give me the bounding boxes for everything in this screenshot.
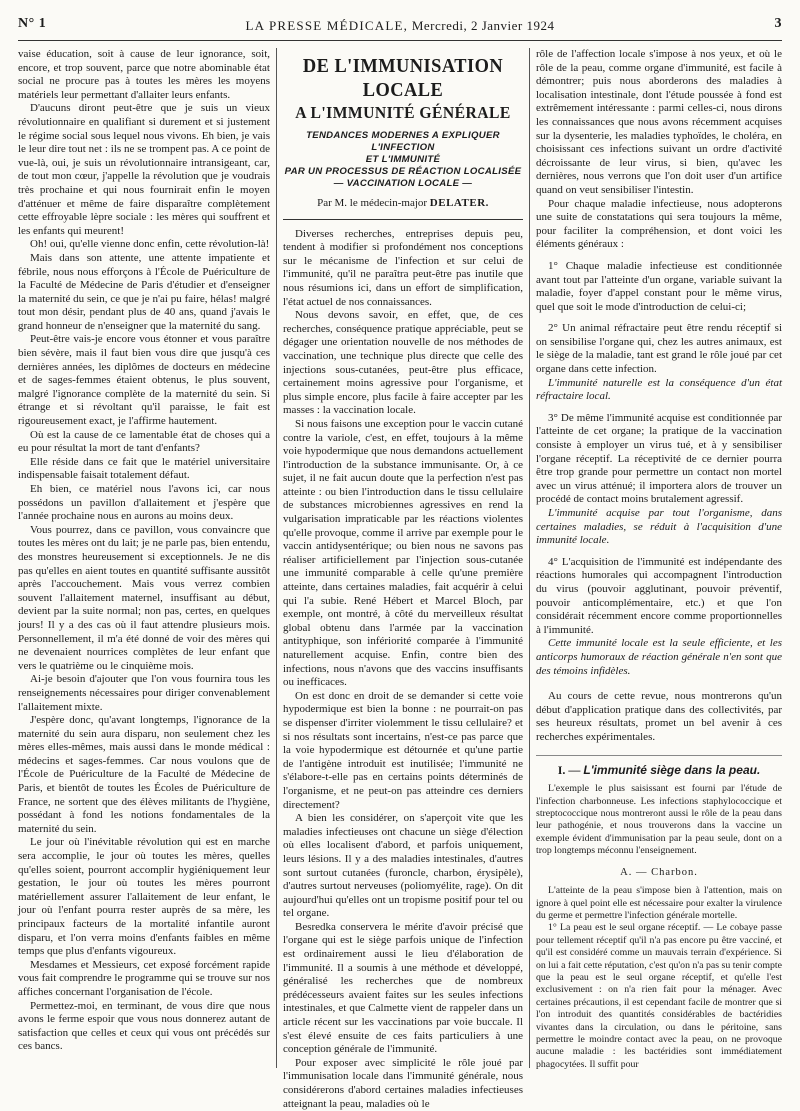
column-rule bbox=[276, 48, 277, 1068]
subtitle-line: — VACCINATION LOCALE — bbox=[333, 178, 473, 189]
paragraph: Permettez-moi, en terminant, de vous dire que nous avons le ferme espoir que vous nous donnerez autant de satisfaction que celles et ceux qui vous ont précédés sur ces bancs. bbox=[18, 999, 270, 1053]
paragraph: Ai-je besoin d'ajouter que l'on vous fournira tous les renseignements nécessaires pour diriger convenablement l'allaitement mixte. bbox=[18, 673, 270, 713]
paragraph: Le jour où l'inévitable révolution qui est en marche sera accomplie, le jour où toutes les mères, quelles qu'elles soient, pourront accomplir hygiéniquement leur gestation, le jour où toutes les mères pourront matériellement assurer l'allaitement de leur enfant, le jour où l'enfant pourra rester auprès de sa mère, les principaux facteurs de la mortalité infantile auront disparu, et l'on verra moins d'enfants faibles en même temps que plus d'enfants vigoureux. bbox=[18, 836, 270, 958]
paragraph: On est donc en droit de se demander si cette voie hypodermique est bien la bonne : ne pourrait-on pas se dispenser d'irriter violemment le tissu cellulaire? et si nos résultats sont incertains, n'est-ce pas parce que la voie hypodermique est détournée et qu'une partie de l'antigène introduit est inutilisée; l'immunité ne s'élabore-t-elle pas en certains points déterminés de l'organisme, et ne peut-on pas atteindre ces derniers directement? bbox=[283, 689, 523, 811]
column-right bbox=[536, 48, 782, 1068]
paragraph: Oh! oui, qu'elle vienne donc enfin, cette révolution-là! bbox=[30, 238, 270, 251]
paragraph: rôle de l'affection locale s'impose à nos yeux, et où le rôle de la peau, comme organe d'immunité, est facile à démontrer; puis nous aborderons des maladies à localisation intestinale, dont l'étude poussée à fond est extrêmement intéressante : parmi celles-ci, nous dirons les connaissances que nous avons récemment acquises sur la dysenterie, les maladies typhoïdes, le choléra, en choisissant ces infections suivant un ordre d'activité décroissante de leur virus, si bien, qu'avec les dernières, nous verrons que l'on doit user d'un artifice quand on veut sensibiliser l'intestin. bbox=[536, 48, 782, 196]
paragraph: Nous devons savoir, en effet, que, de ces recherches, conséquence pratique appréciable, peut se dégager une orientation nouvelle de nos méthodes de vaccination, une technique plus directe que celle des injections sous-cutanées, peut-être plus efficace, certainement moins agressive pour l'organisme, et plus simple encore, plus facile à faire accepter par les masses : la vaccination locale. bbox=[283, 309, 523, 417]
column-rule bbox=[529, 48, 530, 1068]
subtitle-line: PAR UN PROCESSUS DE RÉACTION LOCALISÉE bbox=[284, 166, 522, 177]
article-subtitle bbox=[283, 130, 523, 190]
running-head bbox=[18, 18, 782, 34]
point-2: 2° Un animal réfractaire peut être rendu réceptif si on sensibilise l'organe qui, chez les autres animaux, est le siège de la maladie, tant est grand le rôle joué par cet organe dans cette infection. bbox=[536, 322, 782, 376]
paragraph: Peut-être vais-je encore vous étonner et vous paraître bien sévère, mais il faut bien vous dire que jusqu'à ces dernières années, les diplômes de docteurs en médecine et de sages-femmes étaient obtenus, le plus souvent, malgré l'ignorance complète de la maternité du sein. Si étrange et si révoltant qu'il paraisse, le fait est rigoureusement exact, je l'affirme hautement. bbox=[18, 333, 270, 428]
issue-date: Mercredi, 2 Janvier 1924 bbox=[411, 18, 555, 33]
paragraph: Au cours de cette revue, nous montrerons qu'un début d'application pratique dans des collectivités, par ses heureux résultats, promet un bel avenir à ces recherches expérimentales. bbox=[536, 690, 782, 743]
subtitle-line: ET L'IMMUNITÉ bbox=[365, 154, 441, 165]
paragraph: L'exemple le plus saisissant est fourni par l'étude de l'infection charbonneuse. Les infections staphylococcique et streptococcique nous montreront aussi le rôle de la peau dans leur pathogénie, et nous trouverons dans la vaccine un exemple évident d'immunisation par la peau seule, dont on a trop longtemps méconnu l'enseignement. bbox=[536, 783, 782, 857]
section-number: I. — bbox=[557, 762, 581, 777]
author-name: DELATER. bbox=[429, 197, 489, 209]
paragraph: Pour exposer avec simplicité le rôle joué par l'immunisation locale dans l'immunité générale, nous considérerons d'abord certaines maladies infectieuses atteignant la peau, maladies où le bbox=[283, 1056, 523, 1110]
column-middle bbox=[283, 48, 523, 1110]
paragraph: Pour chaque maladie infectieuse, nous adopterons une suite de constatations qui sera toujours la même, pour faciliter la compréhension, et dont voici les éléments généraux : bbox=[536, 197, 782, 251]
paragraph: vaise éducation, soit à cause de leur ignorance, soit, encore, et trop souvent, parce que notre abominable état social ne procure pas à toutes les mères les moyens matériels leur permettant d'allaiter leurs enfants. bbox=[18, 48, 270, 101]
point-4: 4° L'acquisition de l'immunité est indépendante des réactions humorales qui accompagnent l'introduction du virus (pouvoir agglutinant, pouvoir préventif, pouvoir anticomplémentaire, etc.) et que l'on considérait récemment encore comme proportionnelles à l'immunité. bbox=[536, 555, 782, 636]
section-heading bbox=[536, 755, 782, 778]
paragraph: Vous pourrez, dans ce pavillon, vous convaincre que toutes les mères ont du lait; je ne parle pas, bien entendu, des monstres heureusement si exceptionnels. Je ne dis pas qu'elles en aient toutes en quantité suffisante aussitôt après l'accouchement. Mais vous verrez combien souvent l'allaitement maternel, insuffisant au début, devient par la suite normal; non pas, certes, en quelques jours! Il y a des cas où il faut attendre plusieurs mois. Personnellement, il m'a été donné de voir des mères qui ne devenaient nourrices complètes de leur enfant que vers le quatrième ou le cinquième mois. bbox=[18, 523, 270, 672]
page-number: 3 bbox=[774, 16, 782, 31]
paragraph: Mais dans son attente, une attente impatiente et fébrile, nous nous efforçons à l'École de Puériculture de la Faculté de Médecine de Paris d'étudier et d'enseigner la maternité du sein, ce que je n'ai pu faire, hélas! malgré tout mon désir, pendant plus de 40 ans, quand j'avais le grand honneur de n'enseigner que la maternité du sang. bbox=[18, 251, 270, 332]
page-header bbox=[18, 14, 782, 41]
paragraph: Où est la cause de ce lamentable état de choses qui a eu pour résultat la mort de tant d'enfants? bbox=[18, 428, 270, 455]
point-4-conclusion: Cette immunité locale est la seule efficiente, et les anticorps humoraux de réaction générale n'en sont que des témoins infidèles. bbox=[536, 637, 782, 677]
section-title: L'immunité siège dans la peau. bbox=[583, 762, 761, 777]
paragraph: D'aucuns diront peut-être que je suis un vieux révolutionnaire en qualifiant si durement et si justement le régime social sous lequel nous vivons. Eh bien, je vais le leur dire tout net : ils ne se trompent pas. A ce point de vue-là, oui, je suis un révolutionnaire intransigeant, car, de tout mon cœur, j'appelle la révolution que je voudrais très prochaine et qui nous fournirait enfin le moyen d'atténuer et même de faire disparaître complètement cette effroyable lèpre sociale : les mères qui souffrent et les enfants qui meurent! bbox=[18, 102, 270, 237]
paragraph: Mesdames et Messieurs, cet exposé forcément rapide vous fait comprendre le programme qui se trouve sur nos affiches concernant l'organisation de l'école. bbox=[18, 958, 270, 998]
author-prefix: Par M. le médecin-major bbox=[317, 197, 428, 209]
issue-number: N° 1 bbox=[18, 16, 47, 31]
article-author bbox=[283, 197, 523, 211]
subtitle-line: TENDANCES MODERNES A EXPLIQUER L'INFECTION bbox=[306, 130, 500, 153]
paragraph: 1° La peau est le seul organe réceptif. — Le cobaye passe pour tellement réceptif qu'il n'a pas encore pu être vacciné, et qu'il est considéré comme un mauvais terrain d'expérience. Si on lui a fait cette réputation, c'est qu'on n'a pas su tenir compte que la peau est le seul organe réceptif, et qu'elle l'est exclusivement : on n'a rien fait pour la ménager. Avec certaines précautions, il est cependant facile de montrer que si l'on introduit des quantités considérables de bactéridies vivantes dans la circulation, ou dans le péritoine, sans permettre le moindre contact avec la peau, on ne provoque aucune maladie : les bactéridies sont immédiatement phagocytées. Il suffit pour bbox=[536, 922, 782, 1070]
paragraph: Eh bien, ce matériel nous l'avons ici, car nous possédons un pavillon d'allaitement et j'espère que l'année prochaine nous en aurons au moins deux. bbox=[18, 483, 270, 523]
paragraph: A bien les considérer, on s'aperçoit vite que les maladies infectieuses ont chacune un siège d'élection où elles localisent d'abord, et parfois uniquement, leurs lésions. Il y a des maladies intestinales, d'autres sont surtout cutanées (furoncle, charbon, érysipèle), d'autres surtout nerveuses (poliomyélite, rage). On dit aujourd'hui qu'elles ont un tropisme positif pour tel ou tel organe. bbox=[283, 812, 523, 920]
paragraph: Diverses recherches, entreprises depuis peu, tendent à modifier si profondément nos conceptions sur le mécanisme de l'infection et sur celui de l'immunité, qu'il ne paraîtra peut-être pas inutile que nous résumions ici, dans un effort de simplification, l'état actuel de nos connaissances. bbox=[283, 227, 523, 308]
point-3: 3° De même l'immunité acquise est conditionnée par l'atteinte de cet organe; la pratique de la vaccination consiste à employer un virus tué, et à y sensibiliser l'organe réceptif. La réceptivité de ce dernier pourra être trop grande pour permettre un contact non mortel avec un virus atténué; il importera alors de trouver un procédé de contact moins brutalement agressif. bbox=[536, 411, 782, 506]
point-2-conclusion: L'immunité naturelle est la conséquence d'un état réfractaire local. bbox=[536, 376, 782, 403]
subsection-heading: A. — Charbon. bbox=[620, 866, 698, 878]
point-1: 1° Chaque maladie infectieuse est conditionnée avant tout par l'atteinte d'un organe, variable suivant la maladie, foyer d'appel constant pour le même virus, quel que soit le mode d'introduction de celui-ci; bbox=[536, 259, 782, 313]
article-title: DE L'IMMUNISATION LOCALE bbox=[302, 55, 504, 101]
point-3-conclusion: L'immunité acquise par tout l'organisme, dans certaines maladies, se réduit à l'acquisition d'une immunité locale. bbox=[536, 507, 782, 547]
paragraph: J'espère donc, qu'avant longtemps, l'ignorance de la maternité du sein aura disparu, non seulement chez les mères elles-mêmes, mais aussi dans le monde médical : médecins et sages-femmes. Car nous voulons que de l'École de Puériculture de la Faculté de Médecine de Paris, et bientôt de toutes les Écoles de Puériculture de France, ne sortent que des élèves militants de l'hygiène, possédant à fond les notions fondamentales de la maternité du sein. bbox=[18, 714, 270, 835]
article-heading bbox=[283, 54, 523, 220]
paragraph: Elle réside dans ce fait que le matériel universitaire indispensable faisait totalement défaut. bbox=[18, 455, 270, 482]
journal-name: LA PRESSE MÉDICALE, bbox=[245, 18, 409, 33]
column-left bbox=[18, 48, 270, 1068]
paragraph: L'atteinte de la peau s'impose bien à l'attention, mais on ignore à quel point elle est nécessaire pour exalter la virulence du germe et permettre l'infection générale mortelle. bbox=[536, 885, 782, 921]
article-title-line2: A L'IMMUNITÉ GÉNÉRALE bbox=[295, 103, 511, 122]
paragraph: Si nous faisons une exception pour le vaccin cutané contre la variole, c'est, en effet, toujours à la même voie hypodermique que nous demandons actuellement l'introduction de la substance immunisante. Or, à ce sujet, il ne fait aucun doute que la perfection n'est pas atteinte : ou bien l'introduction dans le tissu cellulaire de substances microbiennes agressives en rend la vulgarisation impraticable par les réactions violentes qu'elle provoque, comme il arrive par exemple pour le vaccin antidysentérique; ou bien nous ne savons pas réaliser artificiellement par l'injection sous-cutanée une immunité comparable à celle qu'une première atteinte, dans certaines maladies, fait acquérir à celui qui l'a subie. René Hébert et Marcel Bloch, par exemple, ont montré, à côté du merveilleux résultat global obtenu dans l'armée par la vaccination antityphique, son infériorité comparée à l'immunité naturellement acquise. Enfin, contre bien des infections, nous n'avons que des vaccins insuffisants ou inefficaces. bbox=[283, 417, 523, 689]
paragraph: Besredka conservera le mérite d'avoir précisé que l'organe qui est le siège parfois unique de l'infection est ordinairement aussi le lieu d'élaboration de l'immunité. Il a soumis à une méthode et développé, généralisé les recherches que de nombreux prédécesseurs avaient faites sur les seules infections intestinales, et que Calmette vient de rappeler dans un article récent sur les vaccinations par voie buccale. Il s'est élevé ensuite de ces faits particuliers à une conception générale de l'immunité. bbox=[283, 920, 523, 1056]
